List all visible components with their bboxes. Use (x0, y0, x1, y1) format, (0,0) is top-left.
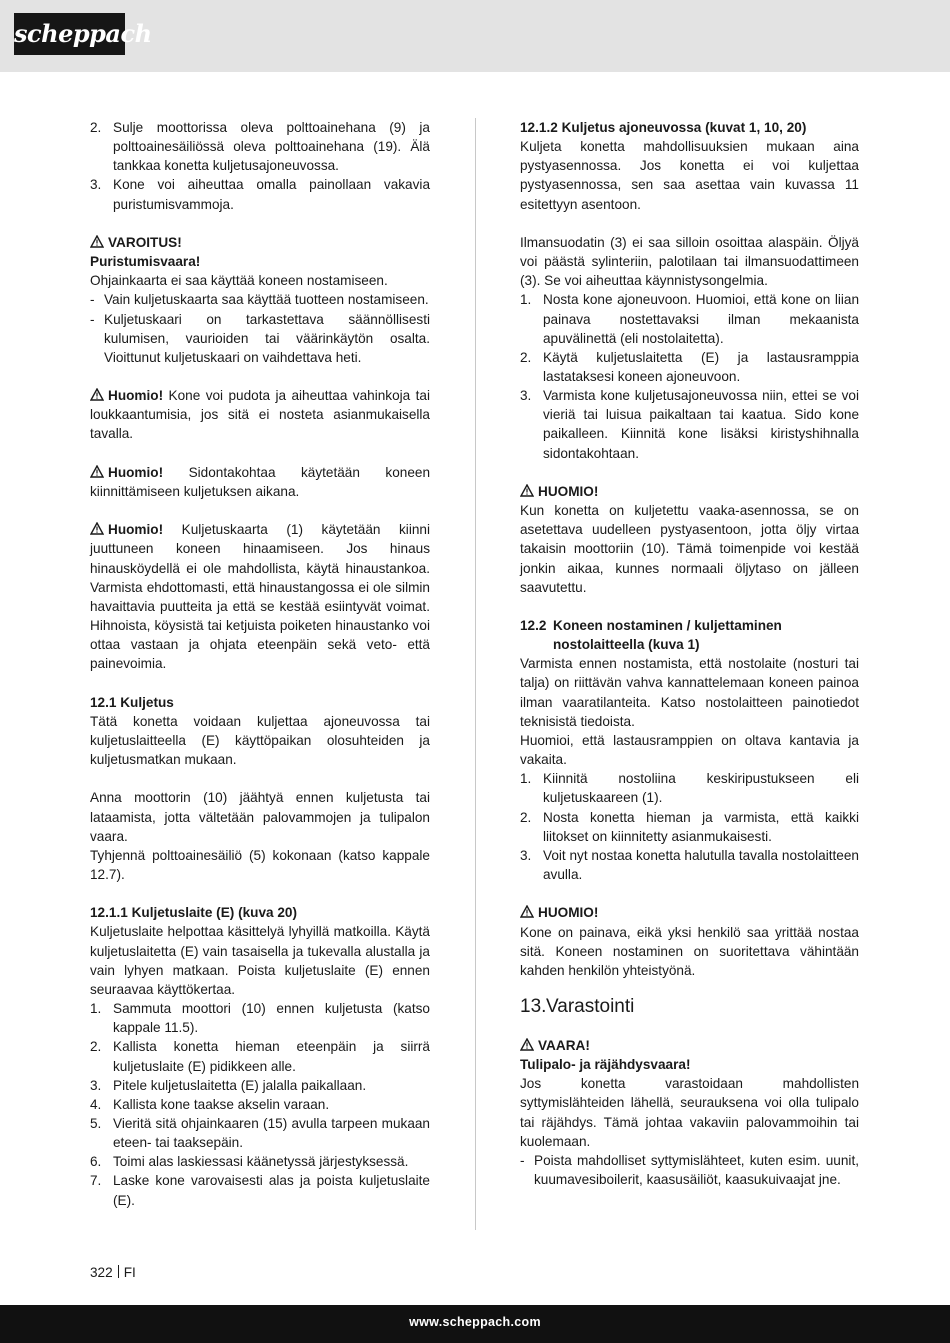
list-number: 2. (90, 120, 102, 135)
list-text: Käytä kuljetuslaitetta (E) ja lastausramppia lastataksesi koneen ajoneuvoon. (543, 349, 859, 385)
danger-subheading: Tulipalo- ja räjähdysvaara! (520, 1057, 691, 1073)
brand-logo: scheppach (14, 13, 125, 55)
list-number: 3. (90, 177, 102, 193)
warning-triangle-icon (90, 465, 104, 478)
list-item (90, 1152, 430, 1171)
paragraph: Kuljetuslaite helpottaa käsittelyä lyhyillä matkoilla. Käytä kuljetuslaitetta (E) vain tasaisella ja tukevalla alustalla ja vain lyhyen matkaan. Poista kuljetuslaite (E) ennen seuraavaa käyttökertaa. (90, 924, 430, 997)
paragraph: Kuljeta konetta mahdollisuuksien mukaan aina pystyasennossa. Jos konetta ei voi kuljettaa pystyasennossa, sen saa asettaa vain kuvassa 11 esitettyyn asentoon. (520, 139, 859, 212)
list-number: 1. (520, 292, 532, 308)
list-number: 2. (520, 809, 532, 825)
note-paragraph: Huomio! Kone voi pudota ja aiheuttaa vahinkoja tai loukkaantumisia, jos sitä ei nosteta asianmukaisella tavalla. (90, 388, 430, 442)
list-item (90, 999, 430, 1037)
paragraph: Huomioi, että lastausramppien on oltava kantavia ja vakaita. (520, 732, 859, 768)
bullet-text: Kuljetuskaari on tarkastettava säännöllisesti kulumisen, vaurioiden tai väärinkäytön osalta. Vioittunut kuljetuskaari on vaihdettava heti. (104, 311, 430, 365)
warning-heading: VAROITUS! (90, 233, 430, 252)
warning-triangle-icon (520, 484, 534, 497)
list-item (90, 1171, 430, 1209)
bullet-item: - Vain kuljetuskaarta saa käyttää tuotteen nostamiseen. (90, 292, 429, 308)
website-link[interactable]: www.scheppach.com (409, 1315, 541, 1329)
list-number: 3. (520, 388, 532, 404)
list-item (520, 348, 859, 386)
list-text: Sammuta moottori (10) ennen kuljetusta (katso kappale 11.5). (113, 1001, 430, 1036)
numbered-list (520, 290, 859, 462)
list-item (90, 1114, 430, 1152)
bullet-text: Poista mahdolliset syttymislähteet, kuten esim. uunit, kuumavesiboilerit, kaasusäiliöt, kaasukuivaajat jne. (534, 1152, 859, 1188)
warning-text: Ohjainkaarta ei saa käyttää koneen nostamiseen. (90, 273, 388, 289)
list-item (90, 1037, 430, 1075)
bullet-item: - Kuljetuskaari on tarkastettava säännöllisesti kulumisen, vaurioiden tai väärinkäytön osalta. Vioittunut kuljetuskaari on vaihdettava heti. (90, 311, 430, 365)
paragraph: Varmista ennen nostamista, että nostolaite (nosturi tai talja) on riittävän vahva kannattelemaan koneen painoa ilman vaaratilanteita. Katso nostolaitteen painotiedot teknisistä tiedoista. (520, 656, 859, 729)
section-heading: 12.2 Koneen nostaminen / kuljettaminen nostolaitteella (kuva 1) (520, 618, 782, 653)
paragraph: Ilmansuodatin (3) ei saa silloin osoittaa alaspäin. Öljyä voi päästä sylinteriin, palotilaan tai ilmansuodattimeen (3). Se voi aiheuttaa käynnistysongelmia. (520, 234, 859, 289)
section-heading: 12.1.1 Kuljetuslaite (E) (kuva 20) (90, 905, 298, 921)
list-text: Kallista konetta hieman eteenpäin ja siirrä kuljetuslaite (E) pidikkeen alle. (113, 1039, 430, 1074)
list-item (90, 1076, 430, 1095)
list-text: Toimi alas laskiessasi käänetyssä järjestyksessä. (113, 1154, 409, 1170)
list-number: 4. (90, 1096, 102, 1112)
warning-triangle-icon (520, 1038, 534, 1051)
list-text: Nosta konetta hieman ja varmista, että kaikki liitokset on kiinnitetty asianmukaisesti. (543, 809, 859, 844)
numbered-list (520, 769, 859, 884)
section-heading: 12.1 Kuljetus (90, 694, 174, 710)
bullet-text: Vain kuljetuskaarta saa käyttää tuotteen nostamiseen. (104, 292, 429, 308)
footer-bar (0, 1305, 950, 1343)
section-heading: 12.1.2 Kuljetus ajoneuvossa (kuvat 1, 10, 20) (520, 120, 807, 135)
paragraph: Tyhjennä polttoainesäiliö (5) kokonaan (katso kappale 12.7). (90, 847, 430, 882)
warning-subheading: Puristumisvaara! (90, 254, 201, 270)
list-number: 6. (90, 1154, 102, 1170)
list-text: Nosta kone ajoneuvoon. Huomioi, että kone on liian painava nostettavaksi ilman mekaanista apuvälinettä (eli nostolaitetta). (543, 292, 859, 346)
numbered-list (90, 999, 430, 1210)
warning-triangle-icon (520, 905, 534, 918)
list-text: Voit nyt nostaa konetta halutulla tavalla nostolaitteen avulla. (543, 847, 859, 883)
list-text: Pitele kuljetuslaitetta (E) jalalla paikallaan. (113, 1077, 367, 1093)
list-number: 3. (520, 847, 532, 863)
list-number: 5. (90, 1116, 102, 1132)
list-text: Kallista kone taakse akselin varaan. (113, 1096, 330, 1112)
list-number: 2. (520, 349, 532, 365)
list-item (520, 290, 859, 347)
warning-triangle-icon (90, 235, 104, 248)
bullet-list (520, 1151, 859, 1189)
warning-triangle-icon (90, 388, 104, 401)
danger-heading: VAARA! (520, 1036, 859, 1055)
list-number: 1. (520, 771, 532, 787)
list-item (520, 846, 859, 884)
header-bar (0, 0, 950, 72)
list-item (90, 175, 430, 213)
paragraph: Tätä konetta voidaan kuljettaa ajoneuvossa tai kuljetuslaitteella (E) käyttöpaikan olosuhteiden ja kuljetusmatkan mukaan. (90, 713, 430, 768)
bullet-list (90, 290, 430, 367)
bullet-item: - Poista mahdolliset syttymislähteet, kuten esim. uunit, kuumavesiboilerit, kaasusäiliöt, kaasukuivaajat jne. (520, 1152, 859, 1188)
note-paragraph: Huomio! Kuljetuskaarta (1) käytetään kiinni juuttuneen koneen hinaamiseen. Jos hinaus hinausköydellä ei ole mahdollista, käytä hinaustankoa. Varmista ehdottomasti, että hinaustangossa ei ole silmin havaittavia puutteita ja että se kestää esiintyvät voimat. Hihnoista, köysistä tai ketjuista poiketen hinaustanko voi ottaa vastaan ja ohjata eteenpäin sekä veto- että painevoimia. (90, 522, 430, 672)
list-item (90, 118, 430, 175)
list-number: 7. (90, 1173, 102, 1189)
list-number: 3. (90, 1077, 102, 1093)
chapter-heading: 13.Varastointi (520, 995, 635, 1017)
notice-heading: HUOMIO! (520, 903, 859, 922)
paragraph: Kun konetta on kuljetettu vaaka-asennossa, se on asetettava uudelleen pystyasentoon, jotta öljy virtaa takaisin moottoriin (10). Tämä toimenpide voi kestää jonkin aikaa, kunnes normaali öljytaso on jälleen saavutettu. (520, 503, 859, 595)
list-number: 2. (90, 1039, 102, 1055)
list-text: Laske kone varovaisesti alas ja poista kuljetuslaite (E). (113, 1173, 430, 1208)
paragraph: Anna moottorin (10) jäähtyä ennen kuljetusta tai lataamista, jotta vältetään palovammojen ja tulipalon vaara. (90, 790, 430, 844)
warning-triangle-icon (90, 522, 104, 535)
numbered-list (90, 118, 430, 214)
list-text: Kone voi aiheuttaa omalla painollaan vakavia puristumisvammoja. (113, 177, 430, 212)
left-column (90, 118, 430, 1210)
list-text: Vieritä sitä ohjainkaaren (15) avulla tarpeen mukaan eteen- tai taaksepäin. (113, 1116, 430, 1151)
notice-heading: HUOMIO! (520, 482, 859, 501)
list-item (520, 808, 859, 846)
paragraph: Jos konetta varastoidaan mahdollisten syttymislähteiden lähellä, seurauksena voi olla tulipalo tai räjähdys. Tämä johtaa vakaviin palovammoihin tai kuolemaan. (520, 1076, 859, 1149)
note-paragraph: Huomio! Sidontakohtaa käytetään koneen kiinnittämiseen kuljetuksen aikana. (90, 464, 430, 499)
list-item (520, 769, 859, 807)
right-column (520, 118, 859, 1189)
list-text: Kiinnitä nostoliina keskiripustukseen eli kuljetuskaareen (1). (543, 771, 859, 806)
list-item (90, 1095, 430, 1114)
list-text: Sulje moottorissa oleva polttoainehana (9) ja polttoainesäiliössä oleva polttoainehana (19). Älä tankkaa konetta kuljetusajoneuvossa. (113, 120, 430, 174)
list-number: 1. (90, 1001, 102, 1017)
page-number: 322 FI (90, 1265, 136, 1280)
column-divider (475, 118, 476, 1230)
list-item (520, 386, 859, 463)
list-text: Varmista kone kuljetusajoneuvossa niin, ettei se voi vieriä tai luisua paikaltaan tai kaatua. Sido kone paikalleen. Kiinnitä kone lisäksi kiristyshihnalla sidontakohtaan. (543, 388, 859, 461)
paragraph: Kone on painava, eikä yksi henkilö saa yrittää nostaa sitä. Koneen nostaminen on suoritettava vähintään kahden henkilön yhteistyönä. (520, 924, 859, 978)
